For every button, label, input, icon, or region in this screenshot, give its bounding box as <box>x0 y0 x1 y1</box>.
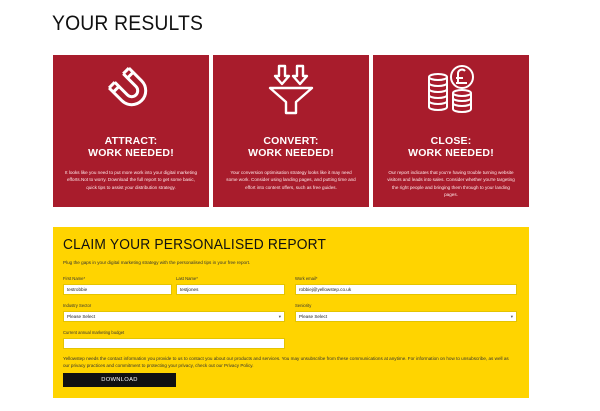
card-attract <box>53 55 209 207</box>
first-name-label: First Name* <box>63 276 86 281</box>
industry-label: Industry Sector <box>63 303 92 308</box>
card-heading: CLOSE: WORK NEEDED! <box>408 135 494 159</box>
industry-select-value: Please Select <box>67 314 96 319</box>
card-heading: ATTRACT: WORK NEEDED! <box>88 135 174 159</box>
budget-label: Current annual marketing budget <box>63 330 125 335</box>
seniority-select-value: Please Select <box>299 314 328 319</box>
email-label: Work email* <box>295 276 318 281</box>
seniority-label: Seniority <box>295 303 312 308</box>
card-body: Your conversion optimisation strategy looks like it may need some work. Consider using landing pages, and putting time and effort into content offers, such as free guides. <box>226 170 356 190</box>
last-name-input[interactable]: testjones <box>176 284 285 295</box>
card-convert <box>213 55 369 207</box>
card-body: It looks like you need to put more work into your digital marketing efforts.Not to worry. Download the full report to get some basic, quick tips to assist your distribution strategy. <box>65 170 198 190</box>
report-form <box>53 227 529 398</box>
last-name-label: Last Name* <box>176 276 198 281</box>
chevron-down-icon: ▾ <box>510 314 513 319</box>
form-subtitle: Plug the gaps in your digital marketing strategy with the personalised tips in your free report. <box>63 260 251 265</box>
form-title: CLAIM YOUR PERSONALISED REPORT <box>63 237 327 253</box>
download-button[interactable]: DOWNLOAD <box>63 373 176 387</box>
coins-pound-icon <box>424 63 478 117</box>
results-cards <box>53 55 529 207</box>
privacy-disclaimer: Yellowstep needs the contact information you provide to us to contact you about our products and services. You may unsubscribe from these communications at anytime. For information on how to unsubscribe, as well as our privacy practices and commitment to protecting your privacy, check out our Privacy Policy. <box>63 356 509 369</box>
budget-input[interactable] <box>63 338 285 349</box>
email-input[interactable]: robbiej@yellowstep.co.uk <box>295 284 517 295</box>
funnel-icon <box>264 63 318 117</box>
seniority-select[interactable] <box>295 311 517 322</box>
card-body: Our report indicates that you're having trouble turning website visitors and leads into sales. Consider whether you're targeting the right people and bringing them through to your landing pages. <box>387 170 515 198</box>
industry-select[interactable] <box>63 311 285 322</box>
magnet-icon <box>104 63 158 117</box>
chevron-down-icon: ▾ <box>278 314 281 319</box>
card-heading: CONVERT: WORK NEEDED! <box>248 135 334 159</box>
first-name-input[interactable]: testrobbie <box>63 284 172 295</box>
card-close <box>373 55 529 207</box>
page-title: YOUR RESULTS <box>52 12 204 35</box>
